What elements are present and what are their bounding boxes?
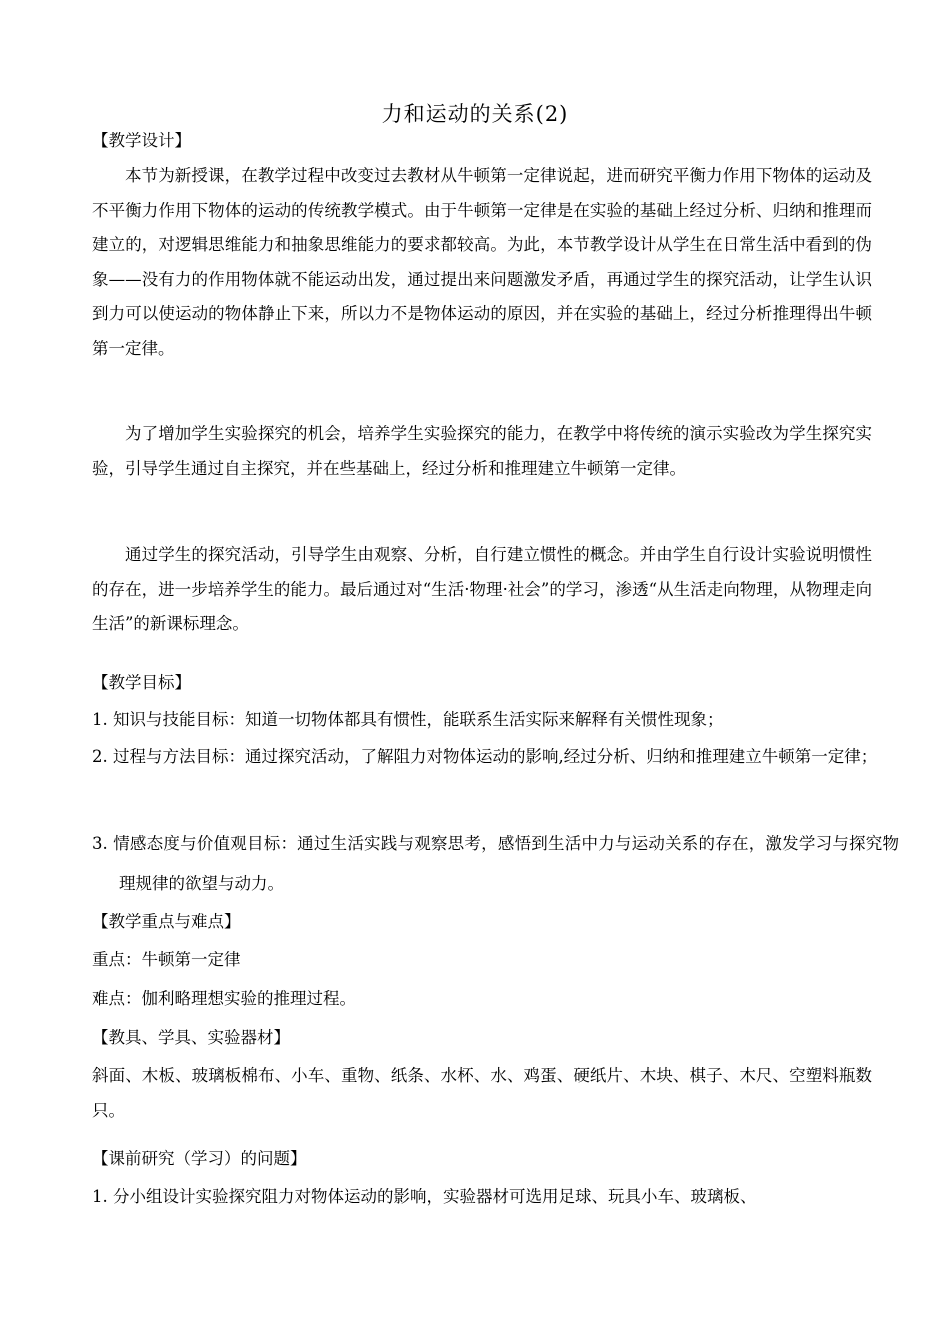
section-heading-preclass: 【课前研究（学习）的问题】: [92, 1149, 307, 1168]
section-heading-goals: 【教学目标】: [92, 673, 191, 692]
materials-text: 斜面、木板、玻璃板棉布、小车、重物、纸条、水杯、水、鸡蛋、硬纸片、木块、棋子、木尺、空塑料瓶数只。: [92, 1066, 872, 1120]
design-paragraph-2: 为了增加学生实验探究的机会，培养学生实验探究的能力，在教学中将传统的演示实验改为学生探究实验，引导学生通过自主探究，并在些基础上，经过分析和推理建立牛顿第一定律。: [92, 424, 872, 478]
key-point: 重点：牛顿第一定律: [92, 950, 241, 969]
design-paragraph-3: 通过学生的探究活动，引导学生由观察、分析，自行建立惯性的概念。并由学生自行设计实验说明惯性的存在，进一步培养学生的能力。最后通过对“生活·物理·社会”的学习，渗透“从生活走向物理，从物理走向生活”的新课标理念。: [92, 545, 872, 634]
preclass-item-1: 1. 分小组设计实验探究阻力对物体运动的影响，实验器材可选用足球、玩具小车、玻璃板、: [92, 1187, 757, 1206]
goal-item-2: 2. 过程与方法目标：通过探究活动，了解阻力对物体运动的影响,经过分析、归纳和推理建立牛顿第一定律；: [92, 747, 878, 766]
document-title: 力和运动的关系(2): [381, 102, 569, 126]
goal-item-3: 3. 情感态度与价值观目标：通过生活实践与观察思考，感悟到生活中力与运动关系的存在，激发学习与探究物理规律的欲望与动力。: [92, 834, 899, 893]
difficulty-point: 难点：伽利略理想实验的推理过程。: [92, 989, 356, 1008]
section-heading-design: 【教学设计】: [92, 131, 191, 150]
section-heading-key-points: 【教学重点与难点】: [92, 912, 241, 931]
section-heading-materials: 【教具、学具、实验器材】: [92, 1028, 290, 1047]
design-paragraph-1: 本节为新授课，在教学过程中改变过去教材从牛顿第一定律说起，进而研究平衡力作用下物体的运动及不平衡力作用下物体的运动的传统教学模式。由于牛顿第一定律是在实验的基础上经过分析、归纳和推理而建立的，对逻辑思维能力和抽象思维能力的要求都较高。为此，本节教学设计从学生在日常生活中看到的伪象——没有力的作用物体就不能运动出发，通过提出来问题激发矛盾，再通过学生的探究活动，让学生认识到力可以使运动的物体静止下来，所以力不是物体运动的原因，并在实验的基础上，经过分析推理得出牛顿第一定律。: [92, 166, 872, 358]
goal-item-1: 1. 知识与技能目标：知道一切物体都具有惯性，能联系生活实际来解释有关惯性现象；: [92, 710, 724, 729]
